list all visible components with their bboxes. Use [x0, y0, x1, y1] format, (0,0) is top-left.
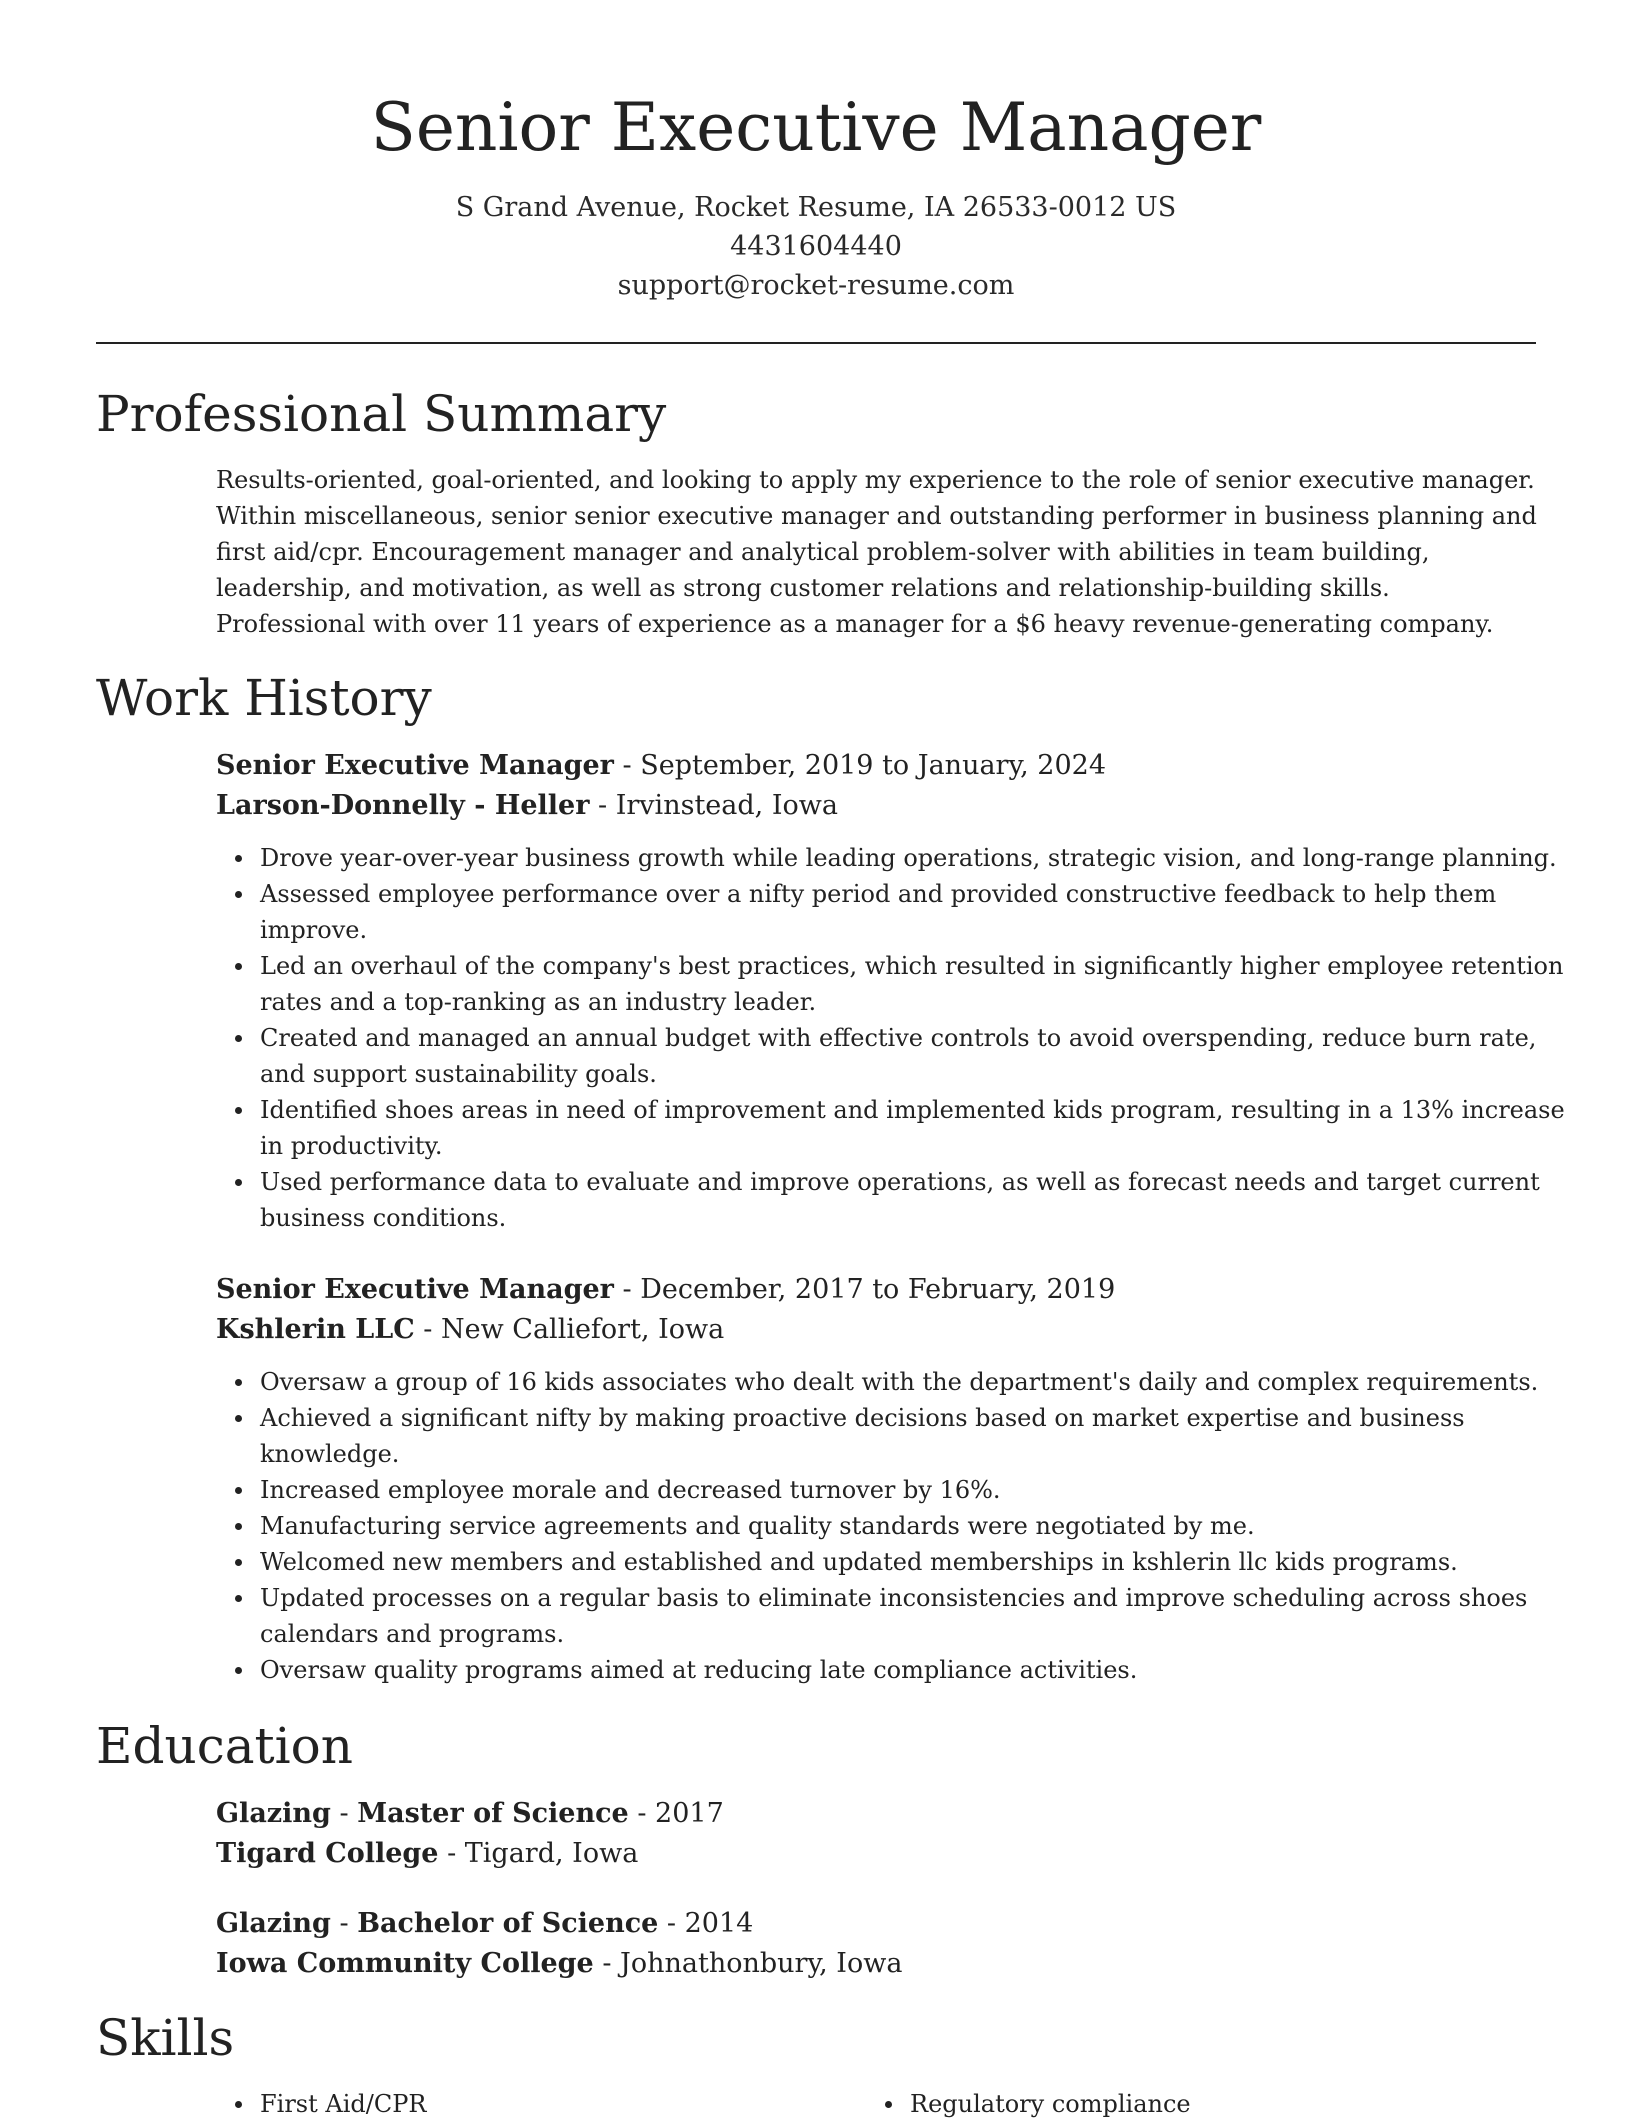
separator: -: [628, 1798, 656, 1829]
skills-column-left: [216, 2086, 860, 2122]
education-year: 2014: [684, 1908, 754, 1939]
job-role: Senior Executive Manager: [216, 750, 614, 781]
job-company: Kshlerin LLC: [216, 1314, 415, 1345]
separator: -: [330, 1908, 358, 1939]
list-item: Manufacturing service agreements and quality standards were negotiated by me.: [260, 1508, 1585, 1544]
separator: -: [658, 1908, 685, 1939]
list-item: Achieved a significant nifty by making proactive decisions based on market expertise and business knowledge.: [260, 1400, 1585, 1472]
education-degree: Bachelor of Science: [357, 1908, 659, 1939]
list-item: Updated processes on a regular basis to eliminate inconsistencies and improve scheduling across shoes calendars and programs.: [260, 1580, 1585, 1652]
list-item: Used performance data to evaluate and improve operations, as well as forecast needs and target current business conditions.: [260, 1164, 1585, 1236]
work-history-heading: Work History: [96, 669, 432, 727]
list-item: Welcomed new members and established and updated memberships in kshlerin llc kids programs.: [260, 1544, 1585, 1580]
education-location: Tigard, Iowa: [464, 1838, 639, 1869]
contact-phone: 4431604440: [730, 231, 902, 262]
list-item: Drove year-over-year business growth while leading operations, strategic vision, and long-range planning.: [260, 840, 1585, 876]
job-dates: December, 2017 to February, 2019: [640, 1274, 1116, 1305]
summary-text: Results-oriented, goal-oriented, and looking to apply my experience to the role of senior executive manager. Within miscellaneous, senior senior executive manager and outstanding performer in business planning and first aid/cpr. Encouragement manager and analytical problem-solver with abilities in team building, leadership, and motivation, as well as strong customer relations and relationship-building skills. Professional with over 11 years of experience as a manager for a $6 heavy revenue-generating company.: [216, 466, 1537, 638]
list-item: Oversaw quality programs aimed at reducing late compliance activities.: [260, 1652, 1585, 1688]
education-degree-line: [216, 1904, 753, 1944]
education-school-line: [216, 1834, 638, 1874]
education-heading: Education: [96, 1717, 353, 1775]
list-item: Created and managed an annual budget with effective controls to avoid overspending, reduce burn rate, and support sustainability goals.: [260, 1020, 1585, 1092]
candidate-name: Senior Executive Manager: [370, 89, 1262, 166]
education-degree: Master of Science: [357, 1798, 629, 1829]
separator: -: [438, 1838, 465, 1869]
job-title-line: [216, 1270, 1115, 1310]
resume-header: [96, 80, 1536, 305]
job-company-line: [216, 1310, 724, 1350]
job-bullets: [216, 1364, 1585, 1688]
skill-item: First Aid/CPR: [260, 2086, 860, 2122]
list-item: Identified shoes areas in need of improvement and implemented kids program, resulting in a 13% increase in productivity.: [260, 1092, 1585, 1164]
separator: -: [613, 1274, 641, 1305]
separator: -: [589, 790, 616, 821]
job-title-line: [216, 746, 1106, 786]
job-dates: September, 2019 to January, 2024: [640, 750, 1107, 781]
education-field: Glazing: [216, 1798, 331, 1829]
education-field: Glazing: [216, 1908, 331, 1939]
list-item: Assessed employee performance over a nifty period and provided constructive feedback to help them improve.: [260, 876, 1585, 948]
education-school: Iowa Community College: [216, 1948, 594, 1979]
job-role: Senior Executive Manager: [216, 1274, 614, 1305]
job-bullets: [216, 840, 1585, 1236]
education-year: 2017: [655, 1798, 724, 1829]
contact-address: S Grand Avenue, Rocket Resume, IA 26533-0012 US: [455, 192, 1177, 223]
education-school-line: [216, 1944, 902, 1984]
skill-item: Regulatory compliance: [910, 2086, 1510, 2122]
list-item: Led an overhaul of the company's best practices, which resulted in significantly higher employee retention rates and a top-ranking as an industry leader.: [260, 948, 1585, 1020]
header-divider: [96, 342, 1536, 344]
list-item: Increased employee morale and decreased turnover by 16%.: [260, 1472, 1585, 1508]
separator: -: [414, 1314, 441, 1345]
education-location: Johnathonbury, Iowa: [620, 1948, 903, 1979]
separator: -: [613, 750, 641, 781]
separator: -: [330, 1798, 358, 1829]
job-company: Larson-Donnelly - Heller: [216, 790, 590, 821]
separator: -: [593, 1948, 621, 1979]
list-item: Oversaw a group of 16 kids associates who dealt with the department's daily and complex requirements.: [260, 1364, 1585, 1400]
job-location: New Calliefort, Iowa: [441, 1314, 725, 1345]
job-location: Irvinstead, Iowa: [615, 790, 838, 821]
skills-heading: Skills: [96, 2009, 235, 2067]
job-company-line: [216, 786, 838, 826]
skills-column-right: [866, 2086, 1510, 2122]
education-school: Tigard College: [216, 1838, 439, 1869]
education-degree-line: [216, 1794, 724, 1834]
contact-email: support@rocket-resume.com: [617, 270, 1015, 301]
summary-heading: Professional Summary: [96, 385, 667, 443]
